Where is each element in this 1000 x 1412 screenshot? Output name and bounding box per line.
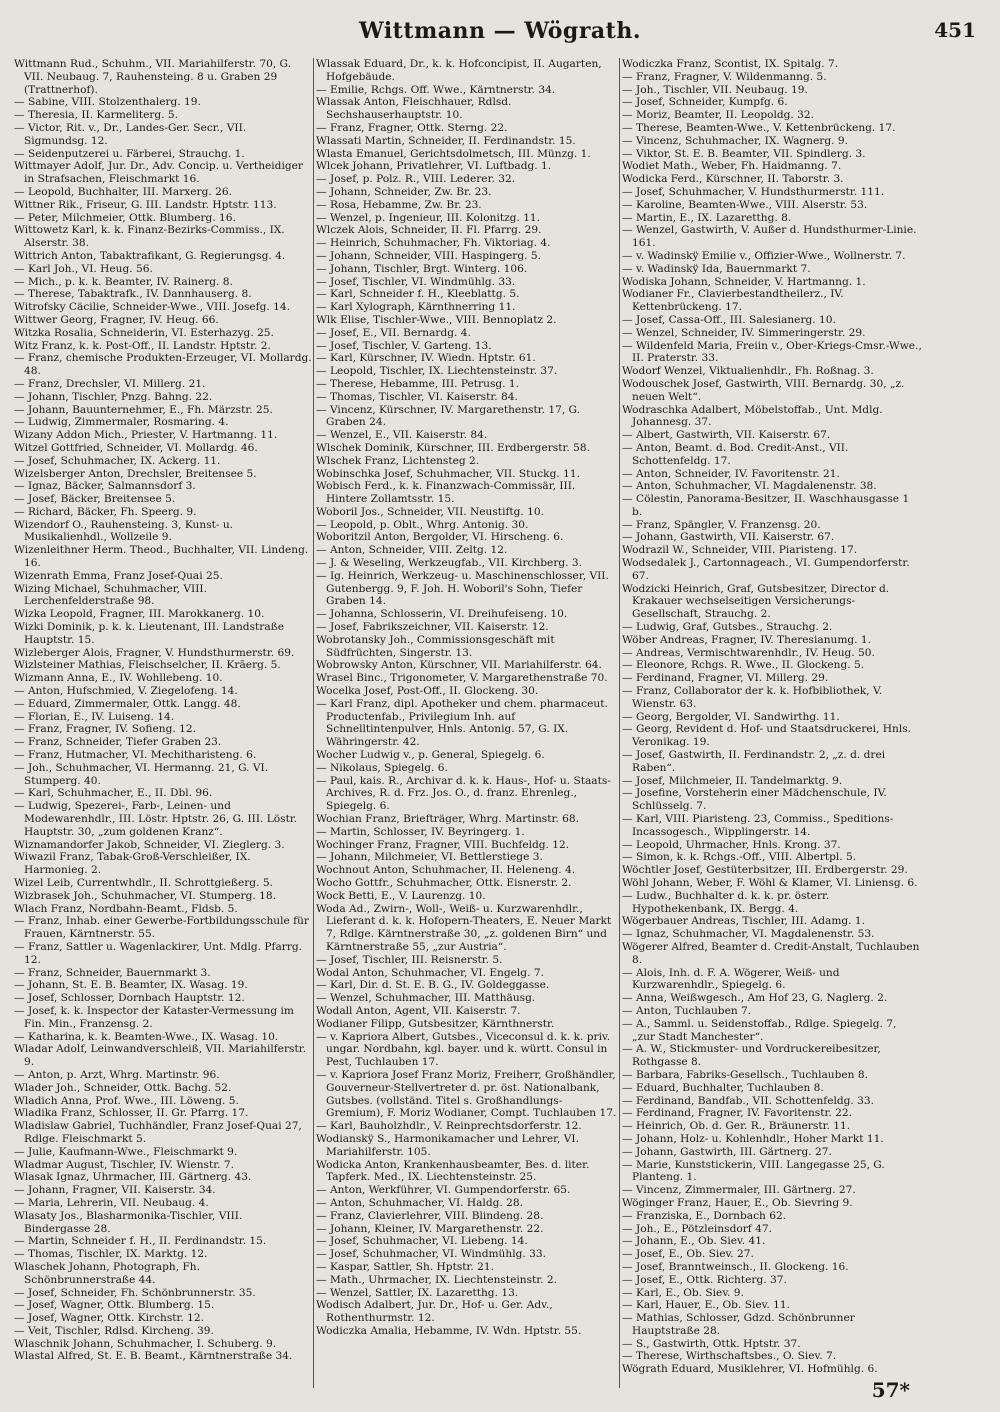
directory-entry: — Anton, Schuhmacher, VI. Haldg. 28. <box>316 1196 523 1209</box>
directory-entry: — Albert, Gastwirth, VII. Kaiserstr. 67. <box>622 429 831 442</box>
directory-entry: — Wenzel, E., VII. Kaiserstr. 84. <box>316 429 488 442</box>
directory-entry: — Josefine, Vorsteherin einer Mädchenschule, IV. Schlüsselg. 7. <box>622 787 887 813</box>
directory-entry: — Johanna, Schlosserin, VI. Dreihufeiseng. 10. <box>316 608 568 621</box>
directory-entry: — Mathias, Schlosser, Gdzd. Schönbrunner Hauptstraße 28. <box>622 1312 855 1337</box>
directory-entry: — Franz, Hutmacher, VI. Mechitharisteng. 6. <box>14 749 257 762</box>
directory-entry: — Karl, E., Ob. Siev. 9. <box>622 1286 744 1299</box>
directory-entry: — Simon, k. k. Rchgs.-Off., VIII. Albertpl. 5. <box>622 851 857 864</box>
directory-entry: Wlaschnik Johann, Schuhmacher, I. Schuberg. 9. <box>14 1337 277 1350</box>
directory-entry: — Eleonore, Rchgs. R. Wwe., II. Glockeng. 5. <box>622 659 865 672</box>
column-divider <box>619 58 620 1388</box>
directory-entry: — Martin, Schlosser, IV. Beyringerg. 1. <box>316 825 525 838</box>
directory-entry: — Therese, Tabaktrafk., IV. Dannhauserg. 8. <box>14 288 252 301</box>
directory-entry: — Franz, Sattler u. Wagenlackirer, Unt. Mdlg. Pfarrg. 12. <box>14 940 303 966</box>
directory-entry: — Sabine, VIII. Stolzenthalerg. 19. <box>14 96 201 109</box>
directory-entry: — Leopold, Tischler, IX. Liechtensteinstr. 37. <box>316 365 558 378</box>
directory-entry: Wlastal Alfred, St. E. B. Beamt., Kärntnerstraße 34. <box>14 1350 293 1363</box>
column-divider <box>313 58 314 1388</box>
directory-entry: — Franz, Schneider, Tiefer Graben 23. <box>14 736 222 749</box>
directory-entry: Wögerer Alfred, Beamter d. Credit-Anstalt, Tuchlauben 8. <box>622 940 920 966</box>
directory-entry: Wodiet Math., Weber, Fh. Haidmanng. 7. <box>622 160 842 173</box>
directory-entry: — Josef, Schlosser, Dornbach Hauptstr. 12. <box>14 992 245 1005</box>
directory-entry: — Vincenz, Kürschner, IV. Margarethenstr. 17, G. Graben 24. <box>316 403 581 429</box>
directory-entry: Wögrath Eduard, Musiklehrer, VI. Hofmühlg. 6. <box>622 1363 878 1376</box>
directory-entry: — Emilie, Rchgs. Off. Wwe., Kärntnerstr. 34. <box>316 83 556 96</box>
directory-entry: — v. Wadinskÿ Emilie v., Offizier-Wwe., Wollnerstr. 7. <box>622 249 906 262</box>
directory-entry: Wizleberger Alois, Fragner, V. Hundsthurmerstr. 69. <box>14 646 295 659</box>
directory-entry: — Ferdinand, Fragner, IV. Favoritenstr. 22. <box>622 1107 852 1120</box>
directory-entry: — Georg, Bergolder, VI. Sandwirthg. 11. <box>622 710 840 723</box>
directory-entry: — Karl Xylograph, Kärnthnerring 11. <box>316 301 516 314</box>
directory-entry: — Ignaz, Schuhmacher, VI. Magdalenenstr. 53. <box>622 928 875 941</box>
directory-entry: Wodorf Wenzel, Viktualienhdlr., Fh. Roßnag. 3. <box>622 365 874 378</box>
directory-entry: — Vincenz, Schuhmacher, IX. Wagnerg. 9. <box>622 134 848 147</box>
directory-entry: — Johann, Bauunternehmer, E., Fh. Märzstr. 25. <box>14 403 273 416</box>
directory-entry: Wochinger Franz, Fragner, VIII. Buchfeldg. 12. <box>316 838 570 851</box>
directory-entry: Wodouschek Josef, Gastwirth, VIII. Bernardg. 30, „z. neuen Welt“. <box>622 377 905 403</box>
directory-entry: Wodraschka Adalbert, Möbelstoffab., Unt. Mdlg. Johannesg. 37. <box>622 403 883 429</box>
directory-entry: Wodiska Johann, Schneider, V. Hartmanng. 1. <box>622 275 866 288</box>
directory-entry: — Johann, Schneider, Zw. Br. 23. <box>316 185 492 198</box>
directory-entry: Wodianskÿ S., Harmonikamacher und Lehrer, VI. Mariahilferstr. 105. <box>316 1132 579 1158</box>
directory-entry: Wodiczka Franz, Scontist, IX. Spitalg. 7. <box>622 58 839 70</box>
directory-entry: Wochnout Anton, Schuhmacher, II. Heleneng. 4. <box>316 864 576 877</box>
directory-entry: Wizka Leopold, Fragner, III. Marokkanerg. 10. <box>14 608 265 621</box>
directory-entry: — Josef, Tischler, VI. Windmühlg. 33. <box>316 275 516 288</box>
directory-entry: Wlader Joh., Schneider, Ottk. Bachg. 52. <box>14 1081 232 1094</box>
directory-entry: Wlassati Martin, Schneider, II. Ferdinandstr. 15. <box>316 134 576 147</box>
directory-entry: — Anton, Werkführer, VI. Gumpendorferstr. 65. <box>316 1184 571 1197</box>
directory-entry: Wocho Gottfr., Schuhmacher, Ottk. Eisnerstr. 2. <box>316 877 572 889</box>
directory-entry: Wodal Anton, Schuhmacher, VI. Engelg. 7. <box>316 966 544 979</box>
directory-entry: — Eduard, Zimmermaler, Ottk. Langg. 48. <box>14 697 241 710</box>
directory-entry: — Martin, Schneider f. H., II. Ferdinandstr. 15. <box>14 1235 267 1248</box>
directory-entry: Wlasaty Jos., Blasharmonika-Tischler, VIII. Bindergasse 28. <box>14 1209 243 1235</box>
directory-entry: Wodrazil W., Schneider, VIII. Piaristeng. 17. <box>622 544 858 557</box>
directory-entry: Wodianer Fr., Clavierbestandtheilerz., IV. Kettenbrückeng. 17. <box>622 288 844 314</box>
directory-entry: — Seidenputzerei u. Färberei, Strauchg. 1. <box>14 147 245 160</box>
directory-entry: — Vincenz, Zimmermaler, III. Gärtnerg. 27. <box>622 1184 856 1197</box>
directory-entry: — Joh., Tischler, VII. Neubaug. 19. <box>622 83 808 96</box>
directory-entry: Wodicka Anton, Krankenhausbeamter, Bes. d. liter. Tapferk. Med., IX. Liechtensteinstr. 25. <box>316 1158 590 1184</box>
directory-entry: — Johann, Fragner, VII. Kaiserstr. 34. <box>14 1184 216 1197</box>
directory-entry: — Franz, Drechsler, VI. Millerg. 21. <box>14 377 206 390</box>
directory-entry: — Karoline, Beamten-Wwe., VIII. Alserstr. 53. <box>622 198 868 211</box>
directory-entry: — Therese, Wirthschaftsbes., O. Siev. 7. <box>622 1350 837 1363</box>
directory-entry: Wodisch Adalbert, Jur. Dr., Hof- u. Ger. Adv., Rothenthurmstr. 12. <box>316 1299 553 1325</box>
directory-entry: — Franz, Inhab. einer Gewerbe-Fortbildungsschule für Frauen, Kärntnerstr. 55. <box>14 915 309 941</box>
directory-entry: Wittrich Anton, Tabaktrafikant, G. Regierungsg. 4. <box>14 249 286 262</box>
directory-entry: — Franz, Fragner, V. Wildenmanng. 5. <box>622 70 827 83</box>
directory-entry: — Joh., E., Pötzleinsdorf 47. <box>622 1222 772 1235</box>
directory-entry: Wlaschek Johann, Photograph, Fh. Schönbrunnerstraße 44. <box>14 1260 200 1286</box>
directory-entry: Wochian Franz, Briefträger, Whrg. Martinstr. 68. <box>316 813 579 826</box>
directory-entry: Wobrotansky Joh., Commissionsgeschäft mit Südfrüchten, Singerstr. 13. <box>316 633 555 659</box>
directory-entry: Wögerbauer Andreas, Tischler, III. Adamg. 1. <box>622 915 866 928</box>
directory-entry: — Johann, Kleiner, IV. Margarethenstr. 22. <box>316 1222 544 1235</box>
directory-entry: — Ludwig, Spezerei-, Farb-, Leinen- und Modewarenhdlr., III. Löstr. Hptstr. 26, G. III. Löstr. Hauptstr. 30, „zum goldenen Kranz“. <box>14 800 298 838</box>
directory-entry: Wlk Elise, Tischler-Wwe., VIII. Bennoplatz 2. <box>316 313 557 326</box>
directory-entry: — Josef, E., Ob. Siev. 27. <box>622 1248 754 1261</box>
directory-entry: Wizany Addon Mich., Priester, V. Hartmanng. 11. <box>14 429 278 442</box>
directory-entry: — Johann, Tischler, Pnzg. Bahng. 22. <box>14 390 213 403</box>
directory-entry: Wladmar August, Tischler, IV. Wienstr. 7. <box>14 1158 234 1171</box>
directory-entry: — Josef, p. Polz. R., VIII. Lederer. 32. <box>316 173 516 186</box>
directory-entry: — Josef, Tischler, V. Garteng. 13. <box>316 339 492 352</box>
directory-entry: — Anna, Weißwgesch., Am Hof 23, G. Naglerg. 2. <box>622 992 888 1005</box>
directory-entry: — Mich., p. k. k. Beamter, IV. Rainerg. 8. <box>14 275 233 288</box>
directory-entry: — Wenzel, Schneider, IV. Simmeringerstr. 29. <box>622 326 866 339</box>
directory-entry: — Cölestin, Panorama-Besitzer, II. Waschhausgasse 1 b. <box>622 493 910 518</box>
directory-entry: — Julie, Kaufmann-Wwe., Fleischmarkt 9. <box>14 1145 238 1158</box>
directory-entry: Woboritzil Anton, Bergolder, VI. Hirscheng. 6. <box>316 531 564 544</box>
directory-entry: Wizmann Anna, E., IV. Wohllebeng. 10. <box>14 672 223 685</box>
directory-entry: Wöchtler Josef, Gestüterbsitzer, III. Erdbergerstr. 29. <box>622 864 908 877</box>
directory-column-2 <box>316 58 618 1388</box>
directory-entry: — Josef, Schuhmacher, V. Hundsthurmerstr. 111. <box>622 185 885 198</box>
directory-entry: — Richard, Bäcker, Fh. Speerg. 9. <box>14 505 197 518</box>
directory-entry: — Viktor, St. E. B. Beamter, VII. Spindlerg. 3. <box>622 147 866 160</box>
directory-entry: — Alois, Inh. d. F. A. Wögerer, Weiß- und Kurzwarenhdlr., Spiegelg. 6. <box>622 966 840 992</box>
directory-entry: — Florian, E., IV. Luiseng. 14. <box>14 710 175 723</box>
directory-entry: — Anton, Hufschmied, V. Ziegelofeng. 14. <box>14 685 238 698</box>
directory-entry: Witzka Rosalia, Schneiderin, VI. Esterhazyg. 25. <box>14 326 274 339</box>
directory-entry: — Kaspar, Sattler, Sh. Hptstr. 21. <box>316 1260 495 1273</box>
directory-entry: Wittner Rik., Friseur, G. III. Landstr. Hptstr. 113. <box>14 198 277 211</box>
directory-entry: — Johann, Holz- u. Kohlenhdlr., Hoher Markt 11. <box>622 1132 884 1145</box>
directory-entry: — Georg, Revident d. Hof- und Staatsdruckerei, Hnls. Veronikag. 19. <box>622 723 912 749</box>
directory-entry: Wizenleithner Herm. Theod., Buchhalter, VII. Lindeng. 16. <box>14 544 309 570</box>
directory-entry: Wizenrath Emma, Franz Josef-Quai 25. <box>14 569 223 582</box>
directory-entry: Wizendorf O., Rauhensteing. 3, Kunst- u. Musikalienhdl., Wollzeile 9. <box>14 518 234 544</box>
directory-entry: — Victor, Rit. v., Dr., Landes-Ger. Secr., VII. Sigmundsg. 12. <box>14 121 247 147</box>
directory-entry: Wlassak Eduard, Dr., k. k. Hofconcipist, II. Augarten, Hofgebäude. <box>316 58 602 83</box>
directory-entry: — Ignaz, Bäcker, Salmannsdorf 3. <box>14 480 196 493</box>
directory-entry: — Thomas, Tischler, IX. Marktg. 12. <box>14 1248 208 1261</box>
directory-entry: — Karl, VIII. Piaristeng. 23, Commiss., Speditions-Incassogesch., Wipplingerstr. 14. <box>622 813 894 838</box>
directory-entry: — Josef, Schuhmacher, VI. Liebeng. 14. <box>316 1235 528 1248</box>
directory-entry: Wöber Andreas, Fragner, IV. Theresianumg. 1. <box>622 633 872 646</box>
directory-entry: — Therese, Beamten-Wwe., V. Kettenbrückeng. 17. <box>622 121 896 134</box>
directory-entry: — Anton, Tuchlauben 7. <box>622 1004 752 1017</box>
directory-entry: — Johann, Gastwirth, III. Gärtnerg. 27. <box>622 1145 832 1158</box>
directory-entry: Wlasak Ignaz, Uhrmacher, III. Gärtnerg. 43. <box>14 1171 252 1184</box>
directory-entry: — Franz, Fragner, IV. Sofieng. 12. <box>14 723 196 736</box>
directory-entry: Wittmann Rud., Schuhm., VII. Mariahilferstr. 70, G. VII. Neubaug. 7, Rauhensteing. 8 u. Graben 29 (Trattnerhof). <box>14 58 292 96</box>
directory-entry: — Thomas, Tischler, VI. Kaiserstr. 84. <box>316 390 518 403</box>
directory-entry: — Karl, Kürschner, IV. Wiedn. Hptstr. 61. <box>316 352 536 365</box>
directory-entry: — Theresia, II. Karmeliterg. 5. <box>14 109 179 122</box>
directory-entry: — Johann, E., Ob. Siev. 41. <box>622 1235 766 1248</box>
directory-entry: — v. Kapriora Albert, Gutsbes., Viceconsul d. k. k. priv. ungar. Nordbahn, kgl. bayer. und k. württ. Consul in Pest, Tuchlauben 17. <box>316 1030 611 1069</box>
directory-entry: — Wenzel, Sattler, IX. Lazaretthg. 13. <box>316 1286 519 1299</box>
directory-entry: Wodsedalek J., Cartonnageach., VI. Gumpendorferstr. 67. <box>622 557 910 582</box>
directory-entry: — Josef, Schneider, Kumpfg. 6. <box>622 96 788 109</box>
directory-entry: — Maria, Lehrerin, VII. Neubaug. 4. <box>14 1196 209 1209</box>
directory-entry: — Johann, St. E. B. Beamter, IX. Wasag. 19. <box>14 979 248 992</box>
directory-entry: — A., Samml. u. Seidenstoffab., Rdlge. Spiegelg. 7, „zur Stadt Manchester“. <box>622 1017 897 1043</box>
directory-entry: — Anton, p. Arzt, Whrg. Martinstr. 96. <box>14 1068 220 1081</box>
directory-entry: — Anton, Schneider, IV. Favoritenstr. 21. <box>622 467 840 480</box>
directory-entry: — Karl, Hauer, E., Ob. Siev. 11. <box>622 1299 790 1312</box>
directory-entry: — Johann, Milchmeier, VI. Bettlerstiege 3. <box>316 851 543 864</box>
directory-entry: Wlschek Franz, Lichtensteg 2. <box>316 454 480 467</box>
directory-entry: — Josef, Wagner, Ottk. Kirchstr. 12. <box>14 1312 205 1325</box>
directory-entry: — Moriz, Beamter, II. Leopoldg. 32. <box>622 109 815 122</box>
directory-entry: — Josef, E., Ottk. Richterg. 37. <box>622 1273 787 1286</box>
directory-entry: Wöginger Franz, Hauer, E., Ob. Sievring 9. <box>622 1196 853 1209</box>
directory-entry: — Marie, Kunststickerin, VIII. Langegasse 25, G. Planteng. 1. <box>622 1158 885 1184</box>
directory-entry: — Veit, Tischler, Rdlsd. Kircheng. 39. <box>14 1324 214 1337</box>
directory-entry: Wladika Franz, Schlosser, II. Gr. Pfarrg. 17. <box>14 1107 249 1120</box>
directory-entry: — v. Kapriora Josef Franz Moriz, Freiherr, Großhändler, Gouverneur-Stellvertreter d. pr. öst. Nationalbank, Gutsbes. (vollständ. Titel s. Großhandlungs-Gremium), F. Moriz Wodianer, Compt. Tuchlauben 17. <box>316 1068 617 1120</box>
directory-entry: — Franz, chemische Produkten-Erzeuger, VI. Mollardg. 48. <box>14 352 312 378</box>
directory-entry: Wock Betti, E., V. Laurenzg. 10. <box>316 889 486 902</box>
directory-entry: — Math., Uhrmacher, IX. Liechtensteinstr. 2. <box>316 1273 558 1286</box>
directory-entry: Wladich Anna, Prof. Wwe., III. Löweng. 5. <box>14 1094 239 1107</box>
directory-entry: Woda Ad., Zwirn-, Woll-, Weiß- u. Kurzwarenhdlr., Lieferant d. k. k. Hofopern-Theaters, E. Neuer Markt 7, Rdlge. Kärntnerstraße 30, „z. goldenen Birn“ und Kärntnerstraße 55, „zur Austria“. <box>316 902 612 953</box>
directory-entry: Wizelsberger Anton, Drechsler, Breitensee 5. <box>14 467 257 480</box>
directory-entry: Wladislaw Gabriel, Tuchhändler, Franz Josef-Quai 27, Rdlge. Fleischmarkt 5. <box>14 1120 302 1145</box>
directory-entry: Woboril Jos., Schneider, VII. Neustiftg. 10. <box>316 505 544 518</box>
directory-entry: — Josef, Bäcker, Breitensee 5. <box>14 493 176 506</box>
directory-entry: Wiwazil Franz, Tabak-Groß-Verschleißer, IX. Harmonieg. 2. <box>14 851 251 877</box>
directory-entry: — Heinrich, Ob. d. Ger. R., Bräunerstr. 11. <box>622 1120 851 1133</box>
directory-entry: — Wildenfeld Maria, Freiin v., Ober-Kriegs-Cmsr.-Wwe., II. Praterstr. 33. <box>622 339 922 365</box>
directory-entry: — Franziska, E., Dornbach 62. <box>622 1209 787 1222</box>
directory-entry: — Ludwig, Graf, Gutsbes., Strauchg. 2. <box>622 621 833 634</box>
directory-entry: — Leopold, Uhrmacher, Hnls. Krong. 37. <box>622 838 841 851</box>
directory-entry: — Karl Franz, dipl. Apotheker und chem. pharmaceut. Productenfab., Privilegium Inh. auf Schnelltintenpulver, Hnls. Antonig. 57, G. IX. Währingerstr. 42. <box>316 697 608 749</box>
sheet-signature: 57* <box>871 1378 910 1402</box>
directory-entry: — Andreas, Vermischtwarenhdlr., IV. Heug. 50. <box>622 646 875 659</box>
directory-entry: — Franz, Collaborator der k. k. Hofbibliothek, V. Wienstr. 63. <box>622 685 883 710</box>
directory-entry: — Ferdinand, Bandfab., VII. Schottenfeldg. 33. <box>622 1094 875 1107</box>
directory-entry: — Joh., Schuhmacher, VI. Hermanng. 21, G. VI. Stumperg. 40. <box>14 761 269 787</box>
directory-entry: Wobinschka Josef, Schuhmacher, VII. Stuckg. 11. <box>316 467 580 480</box>
directory-entry: Wobrowsky Anton, Kürschner, VII. Mariahilferstr. 64. <box>316 659 602 672</box>
directory-entry: Wizlsteiner Mathias, Fleischselcher, II. Krāerg. 5. <box>14 659 281 672</box>
directory-entry: — Karl, Schuhmacher, E., II. Dbl. 96. <box>14 787 213 800</box>
directory-entry: — Barbara, Fabriks-Gesellsch., Tuchlauben 8. <box>622 1068 868 1081</box>
directory-entry: — v. Wadinskÿ Ida, Bauernmarkt 7. <box>622 262 811 275</box>
directory-entry: — A. W., Stickmuster- und Vordruckereibesitzer, Rothgasse 8. <box>622 1043 881 1069</box>
directory-entry: Wlasta Emanuel, Gerichtsdolmetsch, III. Münzg. 1. <box>316 147 591 160</box>
directory-entry: — Josef, k. k. Inspector der Kataster-Vermessung im Fin. Min., Franzensg. 2. <box>14 1004 294 1030</box>
directory-entry: — Anton, Beamt. d. Bod. Credit-Anst., VII. Schottenfeldg. 17. <box>622 441 849 467</box>
directory-entry: — Nikolaus, Spiegelg. 6. <box>316 761 448 774</box>
directory-entry: Wlczek Alois, Schneider, II. Fl. Pfarrg. 29. <box>316 224 542 237</box>
directory-entry: Wlach Franz, Nordbahn-Beamt., Fldsb. 5. <box>14 902 238 915</box>
directory-entry: Wodiczka Amalia, Hebamme, IV. Wdn. Hptstr. 55. <box>316 1324 582 1337</box>
directory-entry: — Josef, Schuhmacher, IX. Ackerg. 11. <box>14 454 221 467</box>
directory-entry: — Franz, Spängler, V. Franzensg. 20. <box>622 518 821 531</box>
directory-entry: Wizing Michael, Schuhmacher, VIII. Lerchenfelderstraße 98. <box>14 582 207 608</box>
directory-entry: — Josef, Wagner, Ottk. Blumberg. 15. <box>14 1299 215 1312</box>
directory-entry: — Josef, Tischler, III. Reisnerstr. 5. <box>316 953 503 966</box>
directory-entry: Witrofsky Cäcilie, Schneider-Wwe., VIII. Josefg. 14. <box>14 301 290 314</box>
directory-entry: — Franz, Fragner, Ottk. Sterng. 22. <box>316 121 508 134</box>
directory-entry: Wodicka Ferd., Kürschner, II. Taborstr. 3. <box>622 173 844 186</box>
directory-entry: — Johann, Gastwirth, VII. Kaiserstr. 67. <box>622 531 835 544</box>
directory-entry: Wladar Adolf, Leinwandverschleiß, VII. Mariahilferstr. 9. <box>14 1043 306 1069</box>
directory-entry: — Therese, Hebamme, III. Petrusg. 1. <box>316 377 520 390</box>
directory-entry: — Heinrich, Schuhmacher, Fh. Viktoriag. 4. <box>316 237 551 250</box>
directory-entry: Wlschek Dominik, Kürschner, III. Erdbergerstr. 58. <box>316 441 590 454</box>
directory-entry: Wittmayer Adolf, Jur. Dr., Adv. Concip. u. Vertheidiger in Strafsachen, Fleischmarkt 16. <box>14 160 303 186</box>
directory-entry: — Karl, Dir. d. St. E. B. G., IV. Goldeggasse. <box>316 979 550 992</box>
directory-column-3 <box>622 58 922 1388</box>
directory-entry: Wocher Ludwig v., p. General, Spiegelg. 6. <box>316 749 545 762</box>
directory-entry: — Josef, Fabrikszeichner, VII. Kaiserstr. 12. <box>316 621 549 634</box>
directory-entry: — Katharina, k. k. Beamten-Wwe., IX. Wasag. 10. <box>14 1030 279 1043</box>
directory-entry: — Leopold, p. Oblt., Whrg. Antonig. 30. <box>316 518 529 531</box>
page-header <box>0 12 1000 52</box>
directory-entry: — Josef, Branntweinsch., II. Glockeng. 16. <box>622 1260 849 1273</box>
directory-entry: Wodzicki Heinrich, Graf, Gutsbesitzer, Director d. Krakauer wechselseitigen Versicherungs-Gesellschaft, Strauchg. 2. <box>622 582 890 621</box>
directory-entry: — Karl Joh., VI. Heug. 56. <box>14 262 153 275</box>
directory-entry: Wocelka Josef, Post-Off., II. Glockeng. 30. <box>316 685 539 698</box>
directory-entry: Wizel Leib, Currentwhdlr., II. Schrottgießerg. 5. <box>14 877 273 889</box>
directory-entry: Wittowetz Karl, k. k. Finanz-Bezirks-Commiss., IX. Alserstr. 38. <box>14 224 285 250</box>
directory-entry: — Leopold, Buchhalter, III. Marxerg. 26. <box>14 185 232 198</box>
directory-entry: — Anton, Schneider, VIII. Zeltg. 12. <box>316 544 508 557</box>
directory-entry: Wiznamandorfer Jakob, Schneider, VI. Zieglerg. 3. <box>14 838 285 851</box>
page-number: 451 <box>934 18 976 42</box>
directory-entry: — Ludw., Buchhalter d. k. k. pr. österr. Hypothekenbank, IX. Bergg. 4. <box>622 889 830 915</box>
directory-entry: — Anton, Schuhmacher, VI. Magdalenenstr. 38. <box>622 480 877 493</box>
directory-entry: Wodall Anton, Agent, VII. Kaiserstr. 7. <box>316 1004 521 1017</box>
directory-entry: — Ig. Heinrich, Werkzeug- u. Maschinenschlosser, VII. Gutenbergg. 9, F. Joh. H. Woboril's Sohn, Tiefer Graben 14. <box>316 569 609 608</box>
directory-entry: — Paul, kais. R., Archivar d. k. k. Haus-, Hof- u. Staats-Archives, R. d. Frz. Jos. O., d. franz. Ehrenleg., Spiegelg. 6. <box>316 774 611 813</box>
directory-entry: — Ludwig, Zimmermaler, Rosmaring. 4. <box>14 416 229 429</box>
directory-entry: — Ferdinand, Fragner, VI. Millerg. 29. <box>622 672 829 685</box>
directory-entry: — Johann, Tischler, Brgt. Winterg. 106. <box>316 262 528 275</box>
directory-entry: Witz Franz, k. k. Post-Off., II. Landstr. Hptstr. 2. <box>14 339 271 352</box>
directory-entry: — Wenzel, p. Ingenieur, III. Kolonitzg. 11. <box>316 211 541 224</box>
page-title: Wittmann — Wögrath. <box>359 18 641 44</box>
directory-entry: Wodianer Filipp, Gutsbesitzer, Kärnthnerstr. <box>316 1017 555 1030</box>
directory-entry: — Josef, Schuhmacher, VI. Windmühlg. 33. <box>316 1248 546 1261</box>
directory-entry: Wittwer Georg, Fragner, IV. Heug. 66. <box>14 313 219 326</box>
directory-entry: — Josef, E., VII. Bernardg. 4. <box>316 326 471 339</box>
directory-entry: Wlcek Johann, Privatlehrer, VI. Luftbadg. 1. <box>316 160 552 173</box>
directory-entry: — Peter, Milchmeier, Ottk. Blumberg. 16. <box>14 211 236 224</box>
directory-entry: — Eduard, Buchhalter, Tuchlauben 8. <box>622 1081 824 1094</box>
directory-entry: Wizbrasek Joh., Schuhmacher, VI. Stumperg. 18. <box>14 889 276 902</box>
directory-entry: Wöhl Johann, Weber, F. Wöhl & Klamer, VI. Liniensg. 6. <box>622 877 918 889</box>
directory-entry: Wobisch Ferd., k. k. Finanzwach-Commissär, III. Hintere Zollamtsstr. 15. <box>316 480 576 506</box>
directory-entry: — Franz, Schneider, Bauernmarkt 3. <box>14 966 211 979</box>
directory-entry: — J. & Weseling, Werkzeugfab., VII. Kirchberg. 3. <box>316 557 583 570</box>
directory-entry: Wizki Dominik, p. k. k. Lieutenant, III. Landstraße Hauptstr. 15. <box>14 621 285 646</box>
directory-entry: — Josef, Gastwirth, II. Ferdinandstr. 2, „z. d. drei Raben“. <box>622 749 886 774</box>
directory-entry: — Franz, Clavierlehrer, VIII. Blindeng. 28. <box>316 1209 544 1222</box>
directory-entry: Witzel Gottfried, Schneider, VI. Mollardg. 46. <box>14 441 258 454</box>
directory-entry: — S., Gastwirth, Ottk. Hptstr. 37. <box>622 1337 801 1350</box>
directory-entry: — Martin, E., IX. Lazaretthg. 8. <box>622 211 792 224</box>
directory-column-1 <box>14 58 312 1388</box>
directory-entry: — Wenzel, Gastwirth, V. Außer d. Hundsthurmer-Linie. 161. <box>622 224 917 250</box>
directory-entry: — Karl, Bauholzhdlr., V. Reinprechtsdorferstr. 12. <box>316 1120 582 1133</box>
directory-entry: — Josef, Schneider, Fh. Schönbrunnerstr. 35. <box>14 1286 256 1299</box>
directory-entry: — Josef, Milchmeier, II. Tandelmarktg. 9. <box>622 774 843 787</box>
directory-entry: — Rosa, Hebamme, Zw. Br. 23. <box>316 198 482 211</box>
directory-entry: — Wenzel, Schuhmacher, III. Matthäusg. <box>316 992 536 1005</box>
directory-entry: — Johann, Schneider, VIII. Haspingerg. 5. <box>316 249 541 262</box>
directory-entry: — Karl, Schneider f. H., Kleeblattg. 5. <box>316 288 520 301</box>
directory-entry: Wlassak Anton, Fleischhauer, Rdlsd. Sechshauserhauptstr. 10. <box>316 96 512 122</box>
directory-entry: — Josef, Cassa-Off., III. Salesianerg. 10. <box>622 313 836 326</box>
directory-entry: Wrasel Binc., Trigonometer, V. Margarethenstraße 70. <box>316 672 608 685</box>
